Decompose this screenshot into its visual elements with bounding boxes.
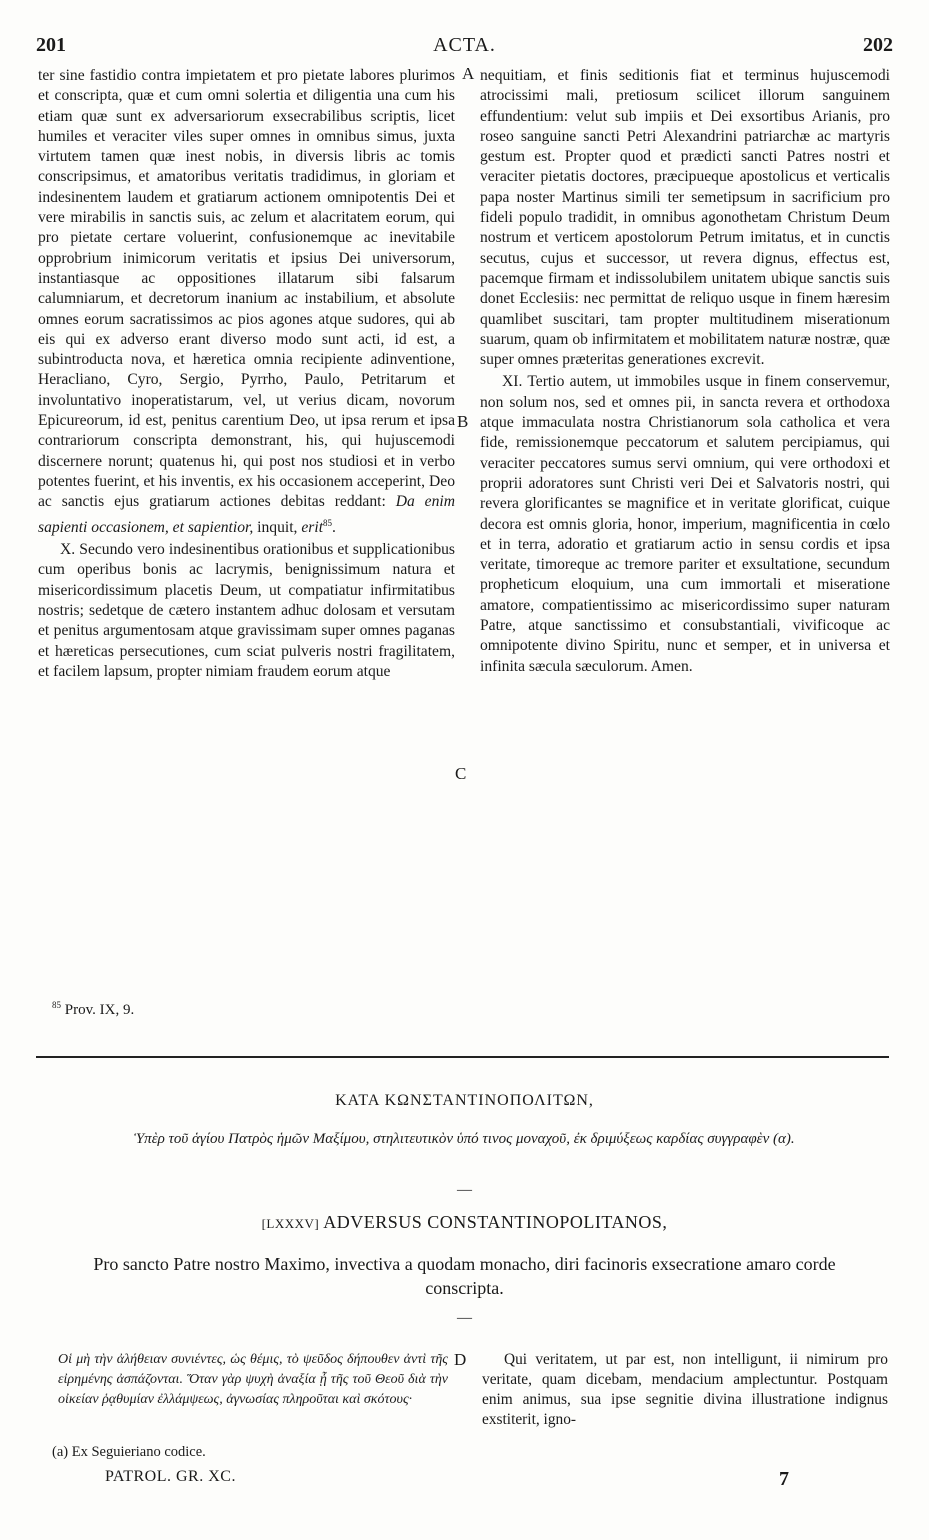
footnote-top-text: Prov. IX, 9.: [64, 1002, 135, 1018]
page-number-left: 201: [36, 34, 66, 56]
left-paragraph-1: ter sine fastidio contra impietatem et pro pietate labores plurimos et conscripta, quæ et cum omni solertia et diligentia una cum his etiam quæ sunt ex adversariorum exsecrabilibus scriptis, licet humiles et veraciter viles super omnes in omnibus simus, juxta virtutem tamen quæ inest nobis, in diversis libris ac tomis conscripsimus, et amatoribus veritatis tradidimus, in gloriam et indesinentem laudem et gratiarum actionem omnipotentis Dei et vere mirabilis in sanctis suis, ac zelum et alacritatem eorum, qui pro pietate certare voluerint, confusionemque ac inevitabile opprobrium inimicorum veritatis et ipsius Dei universorum, instantiasque ac oppositiones illatarum sibi falsarum calumniarum, et decretorum inanium ac instabilium, et absolute omnes eorum sacratissimos ac pios agones atque sudores, qui ab eis qui ex adverso erant diverso modo sunt acti, id est, a subintroducta nova, et hæretica omnia recipiente adinventione, Heracliano, Cyro, Sergio, Pyrrho, Paulo, Petritarum et involuntativo inoperatistarum, vel, ut verius dicam, novorum Epicureorum, id est, penitus carentium Deo, ut ipsa rerum et ipsa contrariorum conscripta demonstrant, his, qui hujuscemodi discernere norunt; quatenus hi, qui post nos studiosi et in verbo potentes fuerint, et his inventis, ex his occasionem acceperint, Deo ac sanctis ejus gratiarum actiones debitas reddant: Da enim sapienti occasionem, et sapientior, inquit, erit$^{85}$.: [38, 67, 455, 536]
quote-inquit: inquit,: [257, 518, 298, 536]
footnote-bottom: (a) Ex Seguieriano codice.: [52, 1444, 206, 1460]
right-column: [480, 66, 890, 677]
right-paragraph-1: nequitiam, et finis seditionis fiat et terminus hujuscemodi atrocissimi mali, pretiosum scilicet illorum sanguinem effundentium: velut sub impiis et Dei exsortibus Arianis, pro roseo sanguine sancti Petri Alexandrini patriarchæ ac martyris gestum est. Propter quod et prædicti sancti Patres nostri et veraciter pietatis doctores, præcipueque apostolicus et verticalis papa noster Martinus simili ter semetipsum in sacrificium pro fideli populo tradidit, in omnibus agonothetam Christum Deum nostrum et verticem apostolorum Petrum imitatus, et in cunctis secutus, cujus et successor, ut revera dignus, effectus est, pacemque firmam et indissolubilem unitatem ubique sanctis suis donet Ecclesiis: nec permittat de reliquo usque in finem hæresim quamlibet suscitari, tam propter multitudinem miserationum suarum, quam ob infirmitatem et mobilitatem naturæ nostræ, quæ super omnes præteritas generationes excrevit.: [480, 67, 890, 369]
section-divider: [36, 1056, 889, 1058]
margin-marker-b: B: [457, 412, 469, 431]
latin-text: Qui veritatem, ut par est, non intelligunt, ii nimirum pro veritate, quam dicebam, mendacium amplectuntur. Postquam enim animus, sua ipse segnitie divina illustratione indignus exstiterit, igno-: [482, 1351, 888, 1428]
section-number: [LXXXV]: [261, 1216, 320, 1231]
latin-section-title: [40, 1212, 889, 1233]
left-paragraph-2: X. Secundo vero indesinentibus orationibus et supplicationibus cum operibus bonis ac lacrymis, benignissimum natura et misericordissimum placetis Deum, ut compatiatur infirmitatibus nostris; sedetque de cætero instantem adhuc dolosam et versutam et penitus argumentosam atque gravissimam super omnes paganas et hæreticas persecutiones, cum sciat pulveris nostri fragilitatem, et facilem lapsum, propter nimiam fraudem eorum atque: [38, 541, 455, 680]
running-title: ACTA.: [433, 34, 496, 56]
greek-section-title: ΚΑΤΑ ΚΩΝΣΤΑΝΤΙΝΟΠΟΛΙΤΩΝ,: [335, 1092, 594, 1109]
greek-section-subtitle: Ὑπὲρ τοῦ ἁγίου Πατρὸς ἡμῶν Μαξίμου, στηλιτευτικὸν ὑπό τινος μοναχοῦ, ἐκ δριμύξεως καρδίας συγγραφὲν (α).: [134, 1131, 795, 1147]
latin-section-subtitle: Pro sancto Patre nostro Maximo, invectiva a quodam monacho, diri facinoris exsecratione amaro corde conscripta.: [93, 1254, 836, 1298]
footnote-top-ref: 85: [52, 1000, 61, 1010]
margin-marker-c: C: [455, 764, 467, 783]
signature-mark: PATROL. GR. XC.: [105, 1468, 236, 1485]
greek-text-block: [58, 1350, 448, 1410]
quote-erit: erit: [301, 518, 324, 536]
scripture-quote: Da enim sapienti occasionem, et sapientior,: [38, 493, 455, 536]
page-number-right: 202: [863, 34, 893, 56]
right-paragraph-2: XI. Tertio autem, ut immobiles usque in finem conservemur, non solum nos, sed et omnes pii, in sancta revera et orthodoxa atque immaculata nostra Christianorum sola catholica et vera fide, remissionemque peccatorum et salutem percipiamus, qui veraciter peccatores sumus servi omnium, qui vere orthodoxi et proprii adoratores sunt Christi veri Dei et Salvatoris nostri, qui revera glorificantes se magnifice et in veritate glorificat, cuique decora est omnis gloria, honor, imperium, magnificentia in cœlo et in terra, adoratio et gratiarum actio in sensu cordis et ipsa veritate, timoreque ac tremore pariter et exsultatione, secundum propheticum eloquium, una cum immortali et miseratione amatore, compatientissimo ac misericordissimo super naturam Patre, atque sanctissimo et consubstantiali, vivificoque ac omnipotente divino Spiritu, nunc et semper, et in universa et infinita sæcula sæculorum. Amen.: [480, 373, 890, 675]
footnote-ref: 85: [323, 517, 333, 528]
gathering-number: 7: [779, 1468, 789, 1490]
greek-text: Οἱ μὴ τὴν ἀλήθειαν συνιέντες, ὡς θέμις, τὸ ψεῦδος δήπουθεν ἀντὶ τῆς εἰρημένης ἀσπάζονται. Ὅταν γὰρ ψυχὴ ἀναξία ᾖ τῆς τοῦ Θεοῦ διὰ τὴν οἰκείαν ῥᾳθυμίαν ἐλλάμψεως, ἀγνωσίας πληροῦται καὶ σκότους·: [58, 1352, 448, 1407]
latin-text-block: [482, 1350, 888, 1430]
subtitle-dash: —: [457, 1310, 472, 1326]
left-column: [38, 66, 455, 682]
latin-title-text: ADVERSUS CONSTANTINOPOLITANOS,: [323, 1212, 668, 1232]
footnote-top: [52, 1000, 134, 1019]
running-header: [36, 34, 893, 60]
title-dash: —: [457, 1182, 472, 1198]
margin-marker-a: A: [462, 64, 475, 83]
margin-marker-d: D: [454, 1350, 467, 1369]
